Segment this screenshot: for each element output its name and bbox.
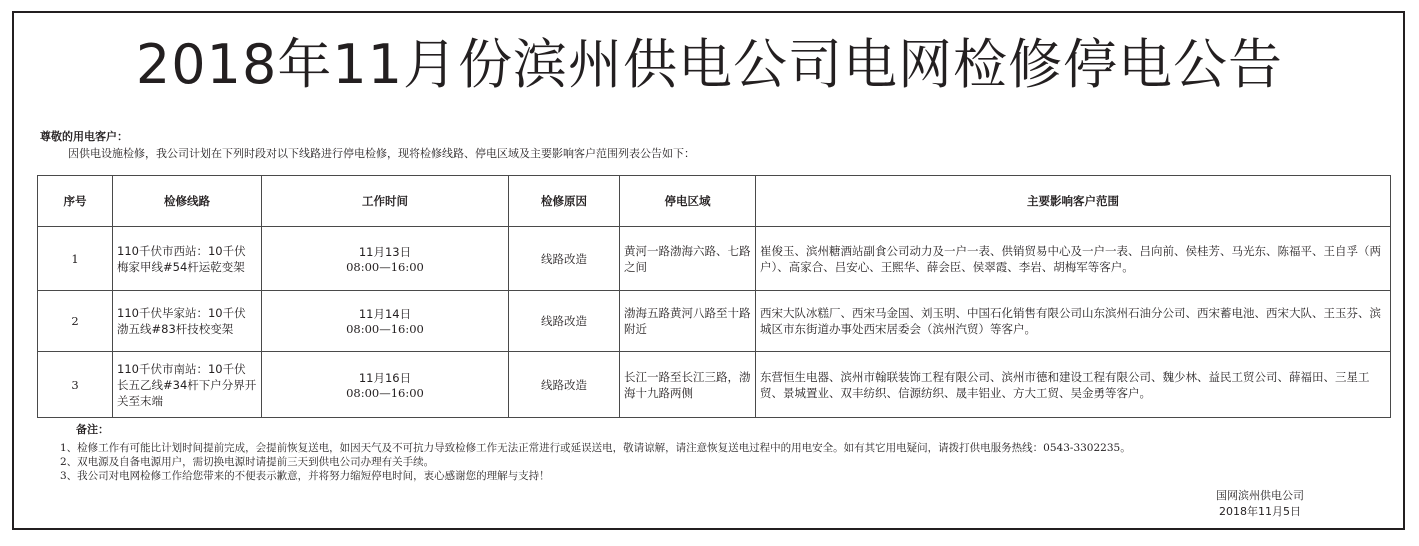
- header-line: 检修线路: [113, 176, 262, 227]
- row-line: 110千伏市南站：10千伏长五乙线#34杆下户分界开关至末端: [113, 352, 262, 418]
- row-no: 1: [38, 227, 113, 291]
- note-item: 2、双电源及自备电源用户，需切换电源时请提前三天到供电公司办理有关手续。: [60, 456, 435, 468]
- row-reason: 线路改造: [509, 352, 620, 418]
- row-time: [262, 291, 509, 352]
- row-no: 3: [38, 352, 113, 418]
- table-row: [38, 227, 1391, 291]
- row-hours: 08:00—16:00: [346, 259, 424, 274]
- row-area: 长江一路至长江三路，渤海十九路两侧: [620, 352, 756, 418]
- table-row: [38, 291, 1391, 352]
- note-item: 3、我公司对电网检修工作给您带来的不便表示歉意，并将努力缩短停电时间，衷心感谢您的理解与支持！: [60, 470, 550, 482]
- header-customers: 主要影响客户范围: [756, 176, 1391, 227]
- signature-org: 国网滨州供电公司: [1216, 489, 1304, 502]
- outage-table: [37, 175, 1391, 418]
- row-reason: 线路改造: [509, 227, 620, 291]
- header-no: 序号: [38, 176, 113, 227]
- row-customers: 崔俊玉、滨州糖酒站副食公司动力及一户一表、供销贸易中心及一户一表、吕向前、侯桂芳、马光东、陈福平、王自孚（两户）、高家合、吕安心、王熙华、薛会臣、侯翠霞、李岩、胡梅军等客户。: [756, 227, 1391, 291]
- row-no: 2: [38, 291, 113, 352]
- row-area: 渤海五路黄河八路至十路附近: [620, 291, 756, 352]
- table-row: [38, 352, 1391, 418]
- notes-heading: 备注：: [76, 423, 109, 436]
- row-hours: 08:00—16:00: [346, 322, 424, 336]
- notice-title: 2018年11月份滨州供电公司电网检修停电公告: [135, 33, 1284, 96]
- notes-section: [60, 421, 1131, 483]
- table-header-row: [38, 176, 1391, 227]
- row-line: 110千伏毕家站：10千伏渤五线#83杆技校变架: [113, 291, 262, 352]
- row-line: 110千伏市西站：10千伏梅家甲线#54杆运乾变架: [113, 227, 262, 291]
- row-reason: 线路改造: [509, 291, 620, 352]
- signature-date: 2018年11月5日: [1219, 505, 1301, 518]
- header-reason: 检修原因: [509, 176, 620, 227]
- note-item: 1、检修工作有可能比计划时间提前完成，会提前恢复送电，如因天气及不可抗力导致检修工作无法正常进行或延误送电，敬请谅解，请注意恢复送电过程中的用电安全。如有其它用电疑问，请拨打供电服务热线：0543-3302235。: [60, 442, 1131, 454]
- row-area: 黄河一路渤海六路、七路之间: [620, 227, 756, 291]
- row-date: 11月14日: [358, 307, 412, 321]
- row-hours: 08:00—16:00: [346, 385, 424, 400]
- row-date: 11月13日: [358, 244, 412, 259]
- header-time: 工作时间: [262, 176, 509, 227]
- row-time: [262, 227, 509, 291]
- signature: [1180, 488, 1340, 520]
- row-date: 11月16日: [358, 370, 412, 385]
- greeting: 尊敬的用电客户：: [40, 130, 128, 143]
- row-customers: 东营恒生电器、滨州市翰联装饰工程有限公司、滨州市德和建设工程有限公司、魏少林、益民工贸公司、薛福田、三星工贸、景城置业、双丰纺织、信源纺织、晟丰铝业、方大工贸、吴金勇等客户。: [756, 352, 1391, 418]
- intro-text: 因供电设施检修，我公司计划在下列时段对以下线路进行停电检修，现将检修线路、停电区域及主要影响客户范围列表公告如下：: [68, 147, 695, 160]
- row-time: [262, 352, 509, 418]
- row-customers: 西宋大队冰糕厂、西宋马金国、刘玉明、中国石化销售有限公司山东滨州石油分公司、西宋蓄电池、西宋大队、王玉芬、滨城区市东街道办事处西宋居委会（滨州汽贸）等客户。: [756, 291, 1391, 352]
- header-area: 停电区域: [620, 176, 756, 227]
